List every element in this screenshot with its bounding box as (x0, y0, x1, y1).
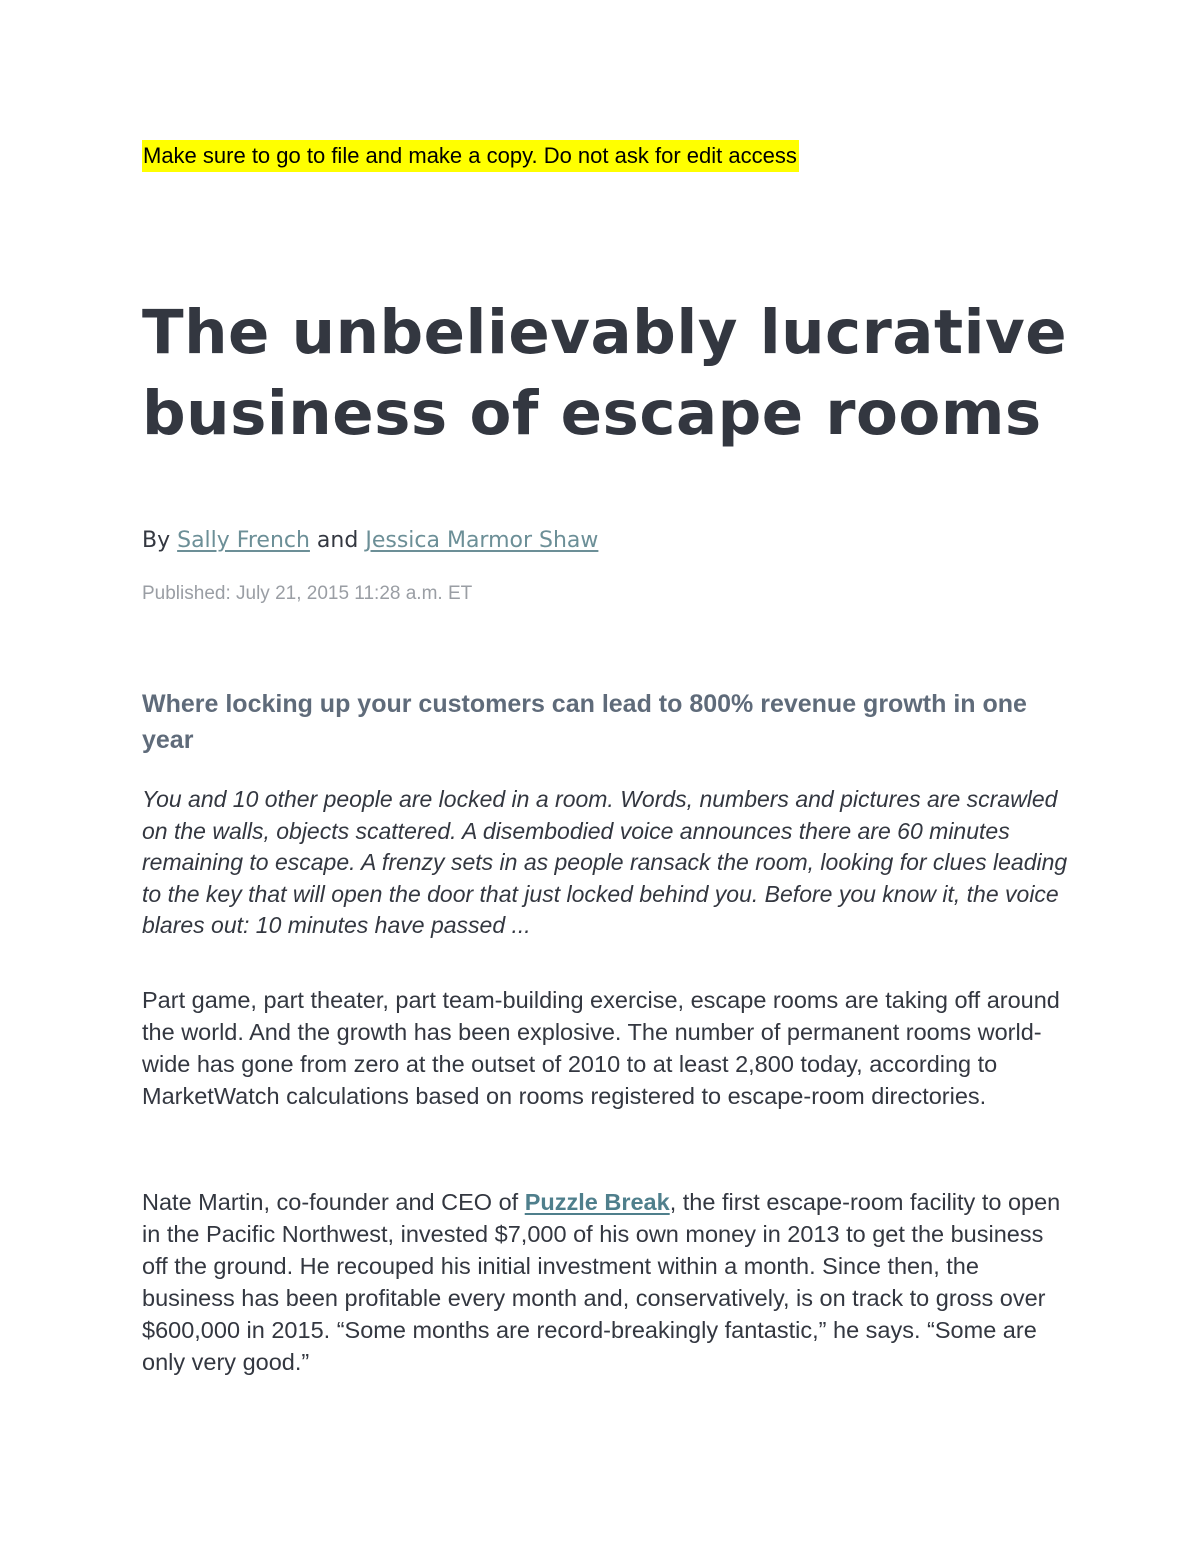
article-subhead: Where locking up your customers can lead to 800% revenue growth in one year (142, 690, 1027, 754)
author-link-sally-french[interactable]: Sally French (177, 528, 310, 553)
paragraph-2-text-end: , the first escape-room facility to open in the Pacific Northwest, invested $7,000 of his own money in 2013 to get the business off the ground. He recouped his initial investment within a month. Since then, the business has been profitable every month and, conservatively, is on track to gross over $600,000 in 2015. “Some months are record-breakingly fantastic,” he says. “Some are only very good.” (142, 1189, 1061, 1375)
author-link-jessica-marmor-shaw[interactable]: Jessica Marmor Shaw (365, 528, 599, 553)
highlighted-notice: Make sure to go to file and make a copy. Do not ask for edit access (142, 140, 799, 172)
published-date: Published: July 21, 2015 11:28 a.m. ET (142, 583, 473, 604)
puzzle-break-link[interactable]: Puzzle Break (524, 1189, 670, 1215)
lede-paragraph: You and 10 other people are locked in a room. Words, numbers and pictures are scrawled on the walls, objects scattered. A disembodied voice announces there are 60 minutes remaining to escape. A frenzy sets in as people ransack the room, looking for clues leading to the key that will open the door that just locked behind you. Before you know it, the voice blares out: 10 minutes have passed ... (142, 786, 1068, 939)
body-paragraph-1: Part game, part theater, part team-building exercise, escape rooms are taking off around the world. And the growth has been explosive. The number of permanent rooms world-wide has gone from zero at the outset of 2010 to at least 2,800 today, according to MarketWatch calculations based on rooms registered to escape-room directories. (142, 987, 1060, 1109)
article-title: The unbelievably lucrative business of escape rooms (142, 297, 1068, 449)
body-paragraph-2 (142, 1186, 1072, 1378)
byline (142, 526, 598, 556)
paragraph-2-text-start: Nate Martin, co-founder and CEO of (142, 1189, 525, 1215)
byline-conjunction: and (309, 528, 366, 553)
byline-prefix: By (142, 528, 178, 553)
